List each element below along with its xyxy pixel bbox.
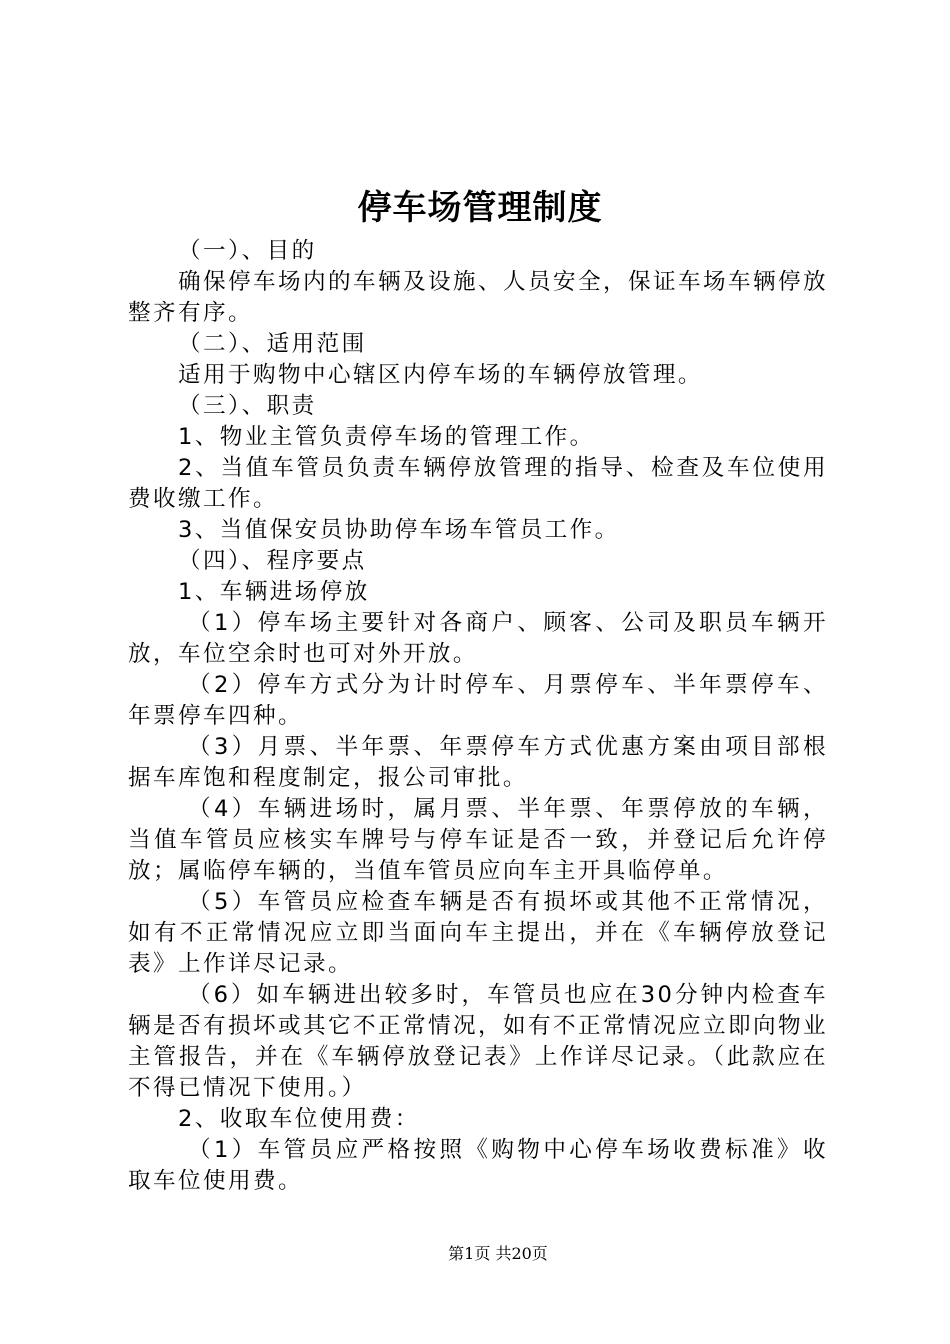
paragraph-entry-5: （5）车管员应检查车辆是否有损坏或其他不正常情况，如有不正常情况应立即当面向车主提出，并在《车辆停放登记表》上作详尽记录。 bbox=[128, 889, 828, 977]
section-heading-duties: （三）、职责 bbox=[178, 393, 317, 419]
paragraph-scope: 适用于购物中心辖区内停车场的车辆停放管理。 bbox=[178, 362, 703, 388]
page-number: 第1页 共20页 bbox=[448, 1244, 548, 1263]
section-heading-scope: （二）、适用范围 bbox=[178, 331, 367, 357]
paragraph-purpose: 确保停车场内的车辆及设施、人员安全，保证车场车辆停放整齐有序。 bbox=[128, 269, 828, 326]
paragraph-entry-2: （2）停车方式分为计时停车、月票停车、半年票停车、年票停车四种。 bbox=[128, 672, 828, 729]
document-title: 停车场管理制度 bbox=[357, 188, 603, 228]
paragraph-fees-1: （1）车管员应严格按照《购物中心停车场收费标准》收取车位使用费。 bbox=[128, 1137, 828, 1194]
subsection-heading-fees: 2、收取车位使用费： bbox=[178, 1106, 420, 1132]
paragraph-duty-3: 3、当值保安员协助停车场车管员工作。 bbox=[178, 517, 620, 543]
section-heading-purpose: （一）、目的 bbox=[178, 238, 317, 264]
subsection-heading-entry: 1、车辆进场停放 bbox=[178, 579, 370, 605]
paragraph-duty-2: 2、当值车管员负责车辆停放管理的指导、检查及车位使用费收缴工作。 bbox=[128, 455, 828, 512]
paragraph-entry-4: （4）车辆进场时，属月票、半年票、年票停放的车辆，当值车管员应核实车牌号与停车证是否一致，并登记后允许停放；属临停车辆的，当值车管员应向车主开具临停单。 bbox=[128, 796, 828, 884]
paragraph-entry-3: （3）月票、半年票、年票停车方式优惠方案由项目部根据车库饱和程度制定，报公司审批。 bbox=[128, 734, 828, 791]
paragraph-entry-6: （6）如车辆进出较多时，车管员也应在30分钟内检查车辆是否有损坏或其它不正常情况，如有不正常情况应立即向物业主管报告，并在《车辆停放登记表》上作详尽记录。（此款应在不得已情况下使用。） bbox=[128, 982, 828, 1101]
paragraph-duty-1: 1、物业主管负责停车场的管理工作。 bbox=[178, 424, 595, 450]
section-heading-procedure: （四）、程序要点 bbox=[178, 548, 367, 574]
paragraph-entry-1: （1）停车场主要针对各商户、顾客、公司及职员车辆开放，车位空余时也可对外开放。 bbox=[128, 610, 828, 667]
document-body bbox=[128, 236, 828, 1197]
